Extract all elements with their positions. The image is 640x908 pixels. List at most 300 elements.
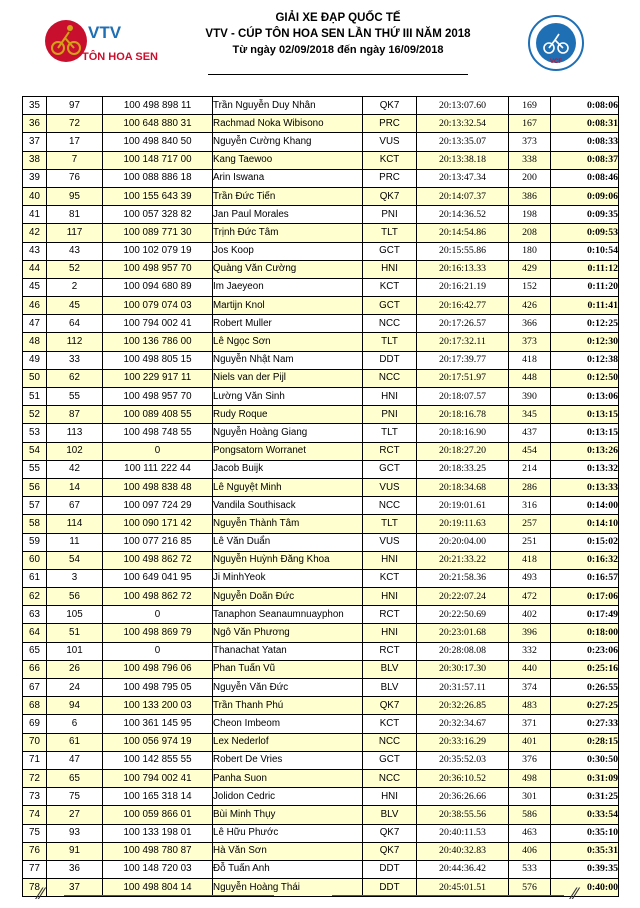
cell-bib: 101 xyxy=(47,642,103,660)
cell-name: Quàng Văn Cường xyxy=(213,260,363,278)
cell-gap: 0:31:09 xyxy=(551,769,619,787)
cell-bib: 75 xyxy=(47,788,103,806)
cell-pts: 463 xyxy=(509,824,551,842)
cell-rank: 43 xyxy=(23,242,47,260)
cell-team: TLT xyxy=(363,224,417,242)
cell-time: 20:38:55.56 xyxy=(417,806,509,824)
table-row xyxy=(23,206,619,224)
cell-pts: 448 xyxy=(509,369,551,387)
cell-gap: 0:27:33 xyxy=(551,715,619,733)
header-rule xyxy=(208,74,468,75)
cell-rank: 73 xyxy=(23,788,47,806)
cell-gap: 0:11:12 xyxy=(551,260,619,278)
cell-team: NCC xyxy=(363,769,417,787)
cell-time: 20:22:50.69 xyxy=(417,606,509,624)
table-row xyxy=(23,569,619,587)
cell-team: BLV xyxy=(363,660,417,678)
cell-bib: 61 xyxy=(47,733,103,751)
cell-uci: 100 088 886 18 xyxy=(103,169,213,187)
cell-time: 20:17:39.77 xyxy=(417,351,509,369)
cell-uci: 100 498 796 06 xyxy=(103,660,213,678)
cell-pts: 214 xyxy=(509,460,551,478)
cell-team: KCT xyxy=(363,151,417,169)
cell-uci: 100 498 862 72 xyxy=(103,588,213,606)
cell-time: 20:18:33.25 xyxy=(417,460,509,478)
cell-rank: 35 xyxy=(23,97,47,115)
cell-team: HNI xyxy=(363,388,417,406)
cell-pts: 401 xyxy=(509,733,551,751)
cell-pts: 576 xyxy=(509,879,551,897)
cell-pts: 373 xyxy=(509,133,551,151)
table-row xyxy=(23,515,619,533)
cell-team: KCT xyxy=(363,715,417,733)
cell-bib: 17 xyxy=(47,133,103,151)
cell-team: NCC xyxy=(363,315,417,333)
table-row xyxy=(23,533,619,551)
cell-team: GCT xyxy=(363,242,417,260)
cell-bib: 43 xyxy=(47,242,103,260)
table-row xyxy=(23,551,619,569)
cell-uci: 100 097 724 29 xyxy=(103,497,213,515)
cell-team: VUS xyxy=(363,533,417,551)
cell-team: DDT xyxy=(363,351,417,369)
cell-team: TLT xyxy=(363,333,417,351)
cell-rank: 48 xyxy=(23,333,47,351)
cell-name: Trần Nguyễn Duy Nhân xyxy=(213,97,363,115)
cell-uci: 100 089 771 30 xyxy=(103,224,213,242)
cell-uci: 100 498 898 11 xyxy=(103,97,213,115)
cell-team: QK7 xyxy=(363,842,417,860)
cell-bib: 112 xyxy=(47,333,103,351)
cell-uci: 100 136 786 00 xyxy=(103,333,213,351)
cell-rank: 53 xyxy=(23,424,47,442)
cell-uci: 100 148 720 03 xyxy=(103,860,213,878)
cell-pts: 454 xyxy=(509,442,551,460)
cell-bib: 76 xyxy=(47,169,103,187)
cell-name: Nguyễn Huỳnh Đăng Khoa xyxy=(213,551,363,569)
cell-rank: 39 xyxy=(23,169,47,187)
cell-gap: 0:13:15 xyxy=(551,424,619,442)
cell-name: Arin Iswana xyxy=(213,169,363,187)
cell-time: 20:28:08.08 xyxy=(417,642,509,660)
cell-rank: 59 xyxy=(23,533,47,551)
cell-bib: 62 xyxy=(47,369,103,387)
cell-team: NCC xyxy=(363,369,417,387)
cell-time: 20:14:36.52 xyxy=(417,206,509,224)
cell-time: 20:45:01.51 xyxy=(417,879,509,897)
table-row xyxy=(23,660,619,678)
cell-pts: 429 xyxy=(509,260,551,278)
cell-bib: 102 xyxy=(47,442,103,460)
cell-team: KCT xyxy=(363,569,417,587)
cell-uci: 100 498 862 72 xyxy=(103,551,213,569)
cell-uci: 100 648 880 31 xyxy=(103,115,213,133)
cell-bib: 42 xyxy=(47,460,103,478)
cell-bib: 3 xyxy=(47,569,103,587)
cell-pts: 200 xyxy=(509,169,551,187)
cell-time: 20:16:13.33 xyxy=(417,260,509,278)
cell-pts: 426 xyxy=(509,297,551,315)
table-row xyxy=(23,406,619,424)
table-row xyxy=(23,224,619,242)
table-row xyxy=(23,333,619,351)
cell-name: Robert De Vries xyxy=(213,751,363,769)
table-row xyxy=(23,606,619,624)
cell-bib: 52 xyxy=(47,260,103,278)
cell-rank: 54 xyxy=(23,442,47,460)
table-row xyxy=(23,424,619,442)
cell-team: NCC xyxy=(363,497,417,515)
cell-rank: 45 xyxy=(23,278,47,296)
results-table xyxy=(22,96,619,897)
cell-team: VUS xyxy=(363,133,417,151)
cell-rank: 40 xyxy=(23,187,47,205)
table-row xyxy=(23,679,619,697)
cell-gap: 0:09:35 xyxy=(551,206,619,224)
cell-name: Trịnh Đức Tâm xyxy=(213,224,363,242)
cell-uci: 100 090 171 42 xyxy=(103,515,213,533)
cell-gap: 0:33:54 xyxy=(551,806,619,824)
cell-bib: 91 xyxy=(47,842,103,860)
cell-team: HNI xyxy=(363,551,417,569)
cell-pts: 437 xyxy=(509,424,551,442)
event-title: GIẢI XE ĐẠP QUỐC TẾ xyxy=(275,12,401,24)
title-block xyxy=(150,10,526,58)
vtv-brand-text: VTV xyxy=(88,23,122,42)
page-footer xyxy=(0,878,640,908)
cell-pts: 586 xyxy=(509,806,551,824)
cell-time: 20:31:57.11 xyxy=(417,679,509,697)
cell-gap: 0:13:33 xyxy=(551,478,619,496)
cell-rank: 50 xyxy=(23,369,47,387)
table-row xyxy=(23,460,619,478)
cell-pts: 390 xyxy=(509,388,551,406)
cyclist-emblem-icon xyxy=(45,20,87,62)
cell-uci: 100 498 957 70 xyxy=(103,260,213,278)
cell-gap: 0:17:06 xyxy=(551,588,619,606)
cell-pts: 366 xyxy=(509,315,551,333)
cell-time: 20:17:51.97 xyxy=(417,369,509,387)
cell-pts: 493 xyxy=(509,569,551,587)
cell-uci: 100 498 748 55 xyxy=(103,424,213,442)
table-row xyxy=(23,115,619,133)
cell-uci: 100 089 408 55 xyxy=(103,406,213,424)
cell-gap: 0:10:54 xyxy=(551,242,619,260)
vtv-ton-hoa-sen-logo xyxy=(38,14,158,72)
cell-uci: 100 165 318 14 xyxy=(103,788,213,806)
table-row xyxy=(23,697,619,715)
cell-team: TLT xyxy=(363,424,417,442)
table-row xyxy=(23,860,619,878)
cell-gap: 0:39:35 xyxy=(551,860,619,878)
cell-time: 20:30:17.30 xyxy=(417,660,509,678)
cell-bib: 95 xyxy=(47,187,103,205)
cell-time: 20:14:07.37 xyxy=(417,187,509,205)
cell-uci: 100 133 200 03 xyxy=(103,697,213,715)
cell-time: 20:19:11.63 xyxy=(417,515,509,533)
cell-name: Nguyễn Cường Khang xyxy=(213,133,363,151)
cell-rank: 76 xyxy=(23,842,47,860)
cell-rank: 67 xyxy=(23,679,47,697)
cell-name: Martijn Knol xyxy=(213,297,363,315)
cell-rank: 75 xyxy=(23,824,47,842)
cell-time: 20:18:16.90 xyxy=(417,424,509,442)
cell-rank: 64 xyxy=(23,624,47,642)
table-row xyxy=(23,769,619,787)
cell-rank: 44 xyxy=(23,260,47,278)
cell-bib: 81 xyxy=(47,206,103,224)
footer-ornament-left-icon: ⁄⁄ xyxy=(38,884,44,903)
cell-gap: 0:25:16 xyxy=(551,660,619,678)
cell-bib: 64 xyxy=(47,315,103,333)
cell-pts: 257 xyxy=(509,515,551,533)
cell-team: PRC xyxy=(363,169,417,187)
footer-rule-right xyxy=(332,895,564,896)
cell-pts: 373 xyxy=(509,333,551,351)
cell-pts: 167 xyxy=(509,115,551,133)
cell-gap: 0:15:02 xyxy=(551,533,619,551)
cell-uci: 100 148 717 00 xyxy=(103,151,213,169)
cell-rank: 47 xyxy=(23,315,47,333)
cell-uci: 100 111 222 44 xyxy=(103,460,213,478)
cell-bib: 97 xyxy=(47,97,103,115)
cell-uci: 100 079 074 03 xyxy=(103,297,213,315)
vcf-text: VCF xyxy=(550,59,562,65)
cell-bib: 2 xyxy=(47,278,103,296)
cell-time: 20:18:07.57 xyxy=(417,388,509,406)
cell-name: Nguyễn Hoàng Thái xyxy=(213,879,363,897)
cell-rank: 57 xyxy=(23,497,47,515)
cell-gap: 0:13:06 xyxy=(551,388,619,406)
table-row xyxy=(23,478,619,496)
cell-bib: 36 xyxy=(47,860,103,878)
cell-name: Rachmad Noka Wibisono xyxy=(213,115,363,133)
cell-name: Nguyễn Thành Tâm xyxy=(213,515,363,533)
cell-time: 20:44:36.42 xyxy=(417,860,509,878)
cell-pts: 396 xyxy=(509,624,551,642)
cell-name: Lường Văn Sinh xyxy=(213,388,363,406)
table-row xyxy=(23,260,619,278)
cell-gap: 0:26:55 xyxy=(551,679,619,697)
cell-uci: 100 102 079 19 xyxy=(103,242,213,260)
cell-uci: 100 094 680 89 xyxy=(103,278,213,296)
cell-team: PNI xyxy=(363,406,417,424)
cell-uci: 100 498 840 50 xyxy=(103,133,213,151)
cell-uci: 100 649 041 95 xyxy=(103,569,213,587)
cell-time: 20:40:32.83 xyxy=(417,842,509,860)
cell-rank: 77 xyxy=(23,860,47,878)
cell-gap: 0:08:37 xyxy=(551,151,619,169)
cell-bib: 93 xyxy=(47,824,103,842)
cell-pts: 338 xyxy=(509,151,551,169)
table-row xyxy=(23,588,619,606)
cell-rank: 55 xyxy=(23,460,47,478)
cell-rank: 72 xyxy=(23,769,47,787)
cell-rank: 69 xyxy=(23,715,47,733)
cell-time: 20:16:42.77 xyxy=(417,297,509,315)
cell-uci: 100 794 002 41 xyxy=(103,769,213,787)
cell-name: Cheon Imbeom xyxy=(213,715,363,733)
cell-pts: 198 xyxy=(509,206,551,224)
cell-time: 20:13:07.60 xyxy=(417,97,509,115)
cell-time: 20:13:32.54 xyxy=(417,115,509,133)
cell-uci: 0 xyxy=(103,642,213,660)
cell-time: 20:13:38.18 xyxy=(417,151,509,169)
cell-bib: 87 xyxy=(47,406,103,424)
cell-bib: 51 xyxy=(47,624,103,642)
table-row xyxy=(23,151,619,169)
cell-bib: 24 xyxy=(47,679,103,697)
cell-pts: 472 xyxy=(509,588,551,606)
cell-name: Panha Suon xyxy=(213,769,363,787)
cell-uci: 100 059 866 01 xyxy=(103,806,213,824)
cell-pts: 180 xyxy=(509,242,551,260)
cell-name: Nguyễn Doãn Đức xyxy=(213,588,363,606)
cell-gap: 0:40:00 xyxy=(551,879,619,897)
cell-gap: 0:12:30 xyxy=(551,333,619,351)
cell-bib: 55 xyxy=(47,388,103,406)
cell-bib: 27 xyxy=(47,806,103,824)
cell-time: 20:22:07.24 xyxy=(417,588,509,606)
cell-rank: 74 xyxy=(23,806,47,824)
cell-rank: 58 xyxy=(23,515,47,533)
footer-ornament-right-icon: ⁄⁄ xyxy=(572,884,578,903)
cell-name: Robert Muller xyxy=(213,315,363,333)
cell-team: RCT xyxy=(363,442,417,460)
cell-team: TLT xyxy=(363,515,417,533)
cell-time: 20:13:35.07 xyxy=(417,133,509,151)
cell-pts: 533 xyxy=(509,860,551,878)
cell-team: NCC xyxy=(363,733,417,751)
cell-team: QK7 xyxy=(363,187,417,205)
cell-name: Jan Paul Morales xyxy=(213,206,363,224)
cell-pts: 301 xyxy=(509,788,551,806)
cell-gap: 0:12:38 xyxy=(551,351,619,369)
cell-name: Bùi Minh Thụy xyxy=(213,806,363,824)
cell-bib: 26 xyxy=(47,660,103,678)
cell-name: Lê Nguyệt Minh xyxy=(213,478,363,496)
cell-time: 20:21:58.36 xyxy=(417,569,509,587)
cell-pts: 345 xyxy=(509,406,551,424)
cell-team: GCT xyxy=(363,297,417,315)
cell-gap: 0:13:26 xyxy=(551,442,619,460)
page-header xyxy=(0,0,640,92)
cell-bib: 56 xyxy=(47,588,103,606)
cell-gap: 0:27:25 xyxy=(551,697,619,715)
cell-bib: 105 xyxy=(47,606,103,624)
cell-gap: 0:11:41 xyxy=(551,297,619,315)
table-row xyxy=(23,624,619,642)
cell-name: Hà Văn Sơn xyxy=(213,842,363,860)
cell-gap: 0:16:32 xyxy=(551,551,619,569)
cell-bib: 113 xyxy=(47,424,103,442)
table-row xyxy=(23,97,619,115)
cell-time: 20:13:47.34 xyxy=(417,169,509,187)
cell-gap: 0:18:00 xyxy=(551,624,619,642)
cell-pts: 169 xyxy=(509,97,551,115)
table-row xyxy=(23,806,619,824)
cell-team: HNI xyxy=(363,588,417,606)
table-row xyxy=(23,242,619,260)
cell-uci: 100 361 145 95 xyxy=(103,715,213,733)
cell-bib: 11 xyxy=(47,533,103,551)
cell-gap: 0:23:06 xyxy=(551,642,619,660)
cell-team: GCT xyxy=(363,751,417,769)
cell-name: Jolidon Cedric xyxy=(213,788,363,806)
cell-gap: 0:30:50 xyxy=(551,751,619,769)
cell-bib: 14 xyxy=(47,478,103,496)
cell-rank: 68 xyxy=(23,697,47,715)
cell-time: 20:36:26.66 xyxy=(417,788,509,806)
cell-gap: 0:13:15 xyxy=(551,406,619,424)
cell-pts: 386 xyxy=(509,187,551,205)
cell-pts: 440 xyxy=(509,660,551,678)
cell-rank: 51 xyxy=(23,388,47,406)
cell-team: QK7 xyxy=(363,824,417,842)
cell-time: 20:14:54.86 xyxy=(417,224,509,242)
cell-gap: 0:08:31 xyxy=(551,115,619,133)
cell-name: Pongsatorn Worranet xyxy=(213,442,363,460)
cell-gap: 0:08:46 xyxy=(551,169,619,187)
cell-name: Lê Văn Duẩn xyxy=(213,533,363,551)
cell-pts: 208 xyxy=(509,224,551,242)
cell-uci: 100 498 795 05 xyxy=(103,679,213,697)
cell-team: GCT xyxy=(363,460,417,478)
cell-name: Nguyễn Hoàng Giang xyxy=(213,424,363,442)
cell-team: RCT xyxy=(363,606,417,624)
cell-rank: 52 xyxy=(23,406,47,424)
cell-uci: 100 498 957 70 xyxy=(103,388,213,406)
vcf-federation-logo xyxy=(527,14,585,72)
cell-time: 20:20:04.00 xyxy=(417,533,509,551)
table-row xyxy=(23,169,619,187)
cell-uci: 100 229 917 11 xyxy=(103,369,213,387)
cell-gap: 0:09:06 xyxy=(551,187,619,205)
cell-time: 20:18:27.20 xyxy=(417,442,509,460)
cell-team: HNI xyxy=(363,788,417,806)
cell-pts: 418 xyxy=(509,551,551,569)
cell-bib: 54 xyxy=(47,551,103,569)
cell-pts: 251 xyxy=(509,533,551,551)
cell-rank: 63 xyxy=(23,606,47,624)
table-row xyxy=(23,751,619,769)
cell-rank: 56 xyxy=(23,478,47,496)
cell-pts: 371 xyxy=(509,715,551,733)
event-dates: Từ ngày 02/09/2018 đến ngày 16/09/2018 xyxy=(232,44,444,56)
cell-uci: 100 056 974 19 xyxy=(103,733,213,751)
cell-gap: 0:31:25 xyxy=(551,788,619,806)
table-row xyxy=(23,642,619,660)
cell-uci: 100 155 643 39 xyxy=(103,187,213,205)
cell-name: Niels van der Pijl xyxy=(213,369,363,387)
table-row xyxy=(23,788,619,806)
cell-gap: 0:14:00 xyxy=(551,497,619,515)
cell-pts: 483 xyxy=(509,697,551,715)
table-row xyxy=(23,297,619,315)
cell-team: BLV xyxy=(363,679,417,697)
cell-gap: 0:08:06 xyxy=(551,97,619,115)
cell-uci: 100 794 002 41 xyxy=(103,315,213,333)
cell-uci: 100 498 805 15 xyxy=(103,351,213,369)
cell-rank: 42 xyxy=(23,224,47,242)
cell-name: Thanachat Yatan xyxy=(213,642,363,660)
cell-team: HNI xyxy=(363,260,417,278)
cell-pts: 406 xyxy=(509,842,551,860)
cell-time: 20:19:01.61 xyxy=(417,497,509,515)
cell-rank: 38 xyxy=(23,151,47,169)
cell-pts: 316 xyxy=(509,497,551,515)
cell-uci: 100 077 216 85 xyxy=(103,533,213,551)
